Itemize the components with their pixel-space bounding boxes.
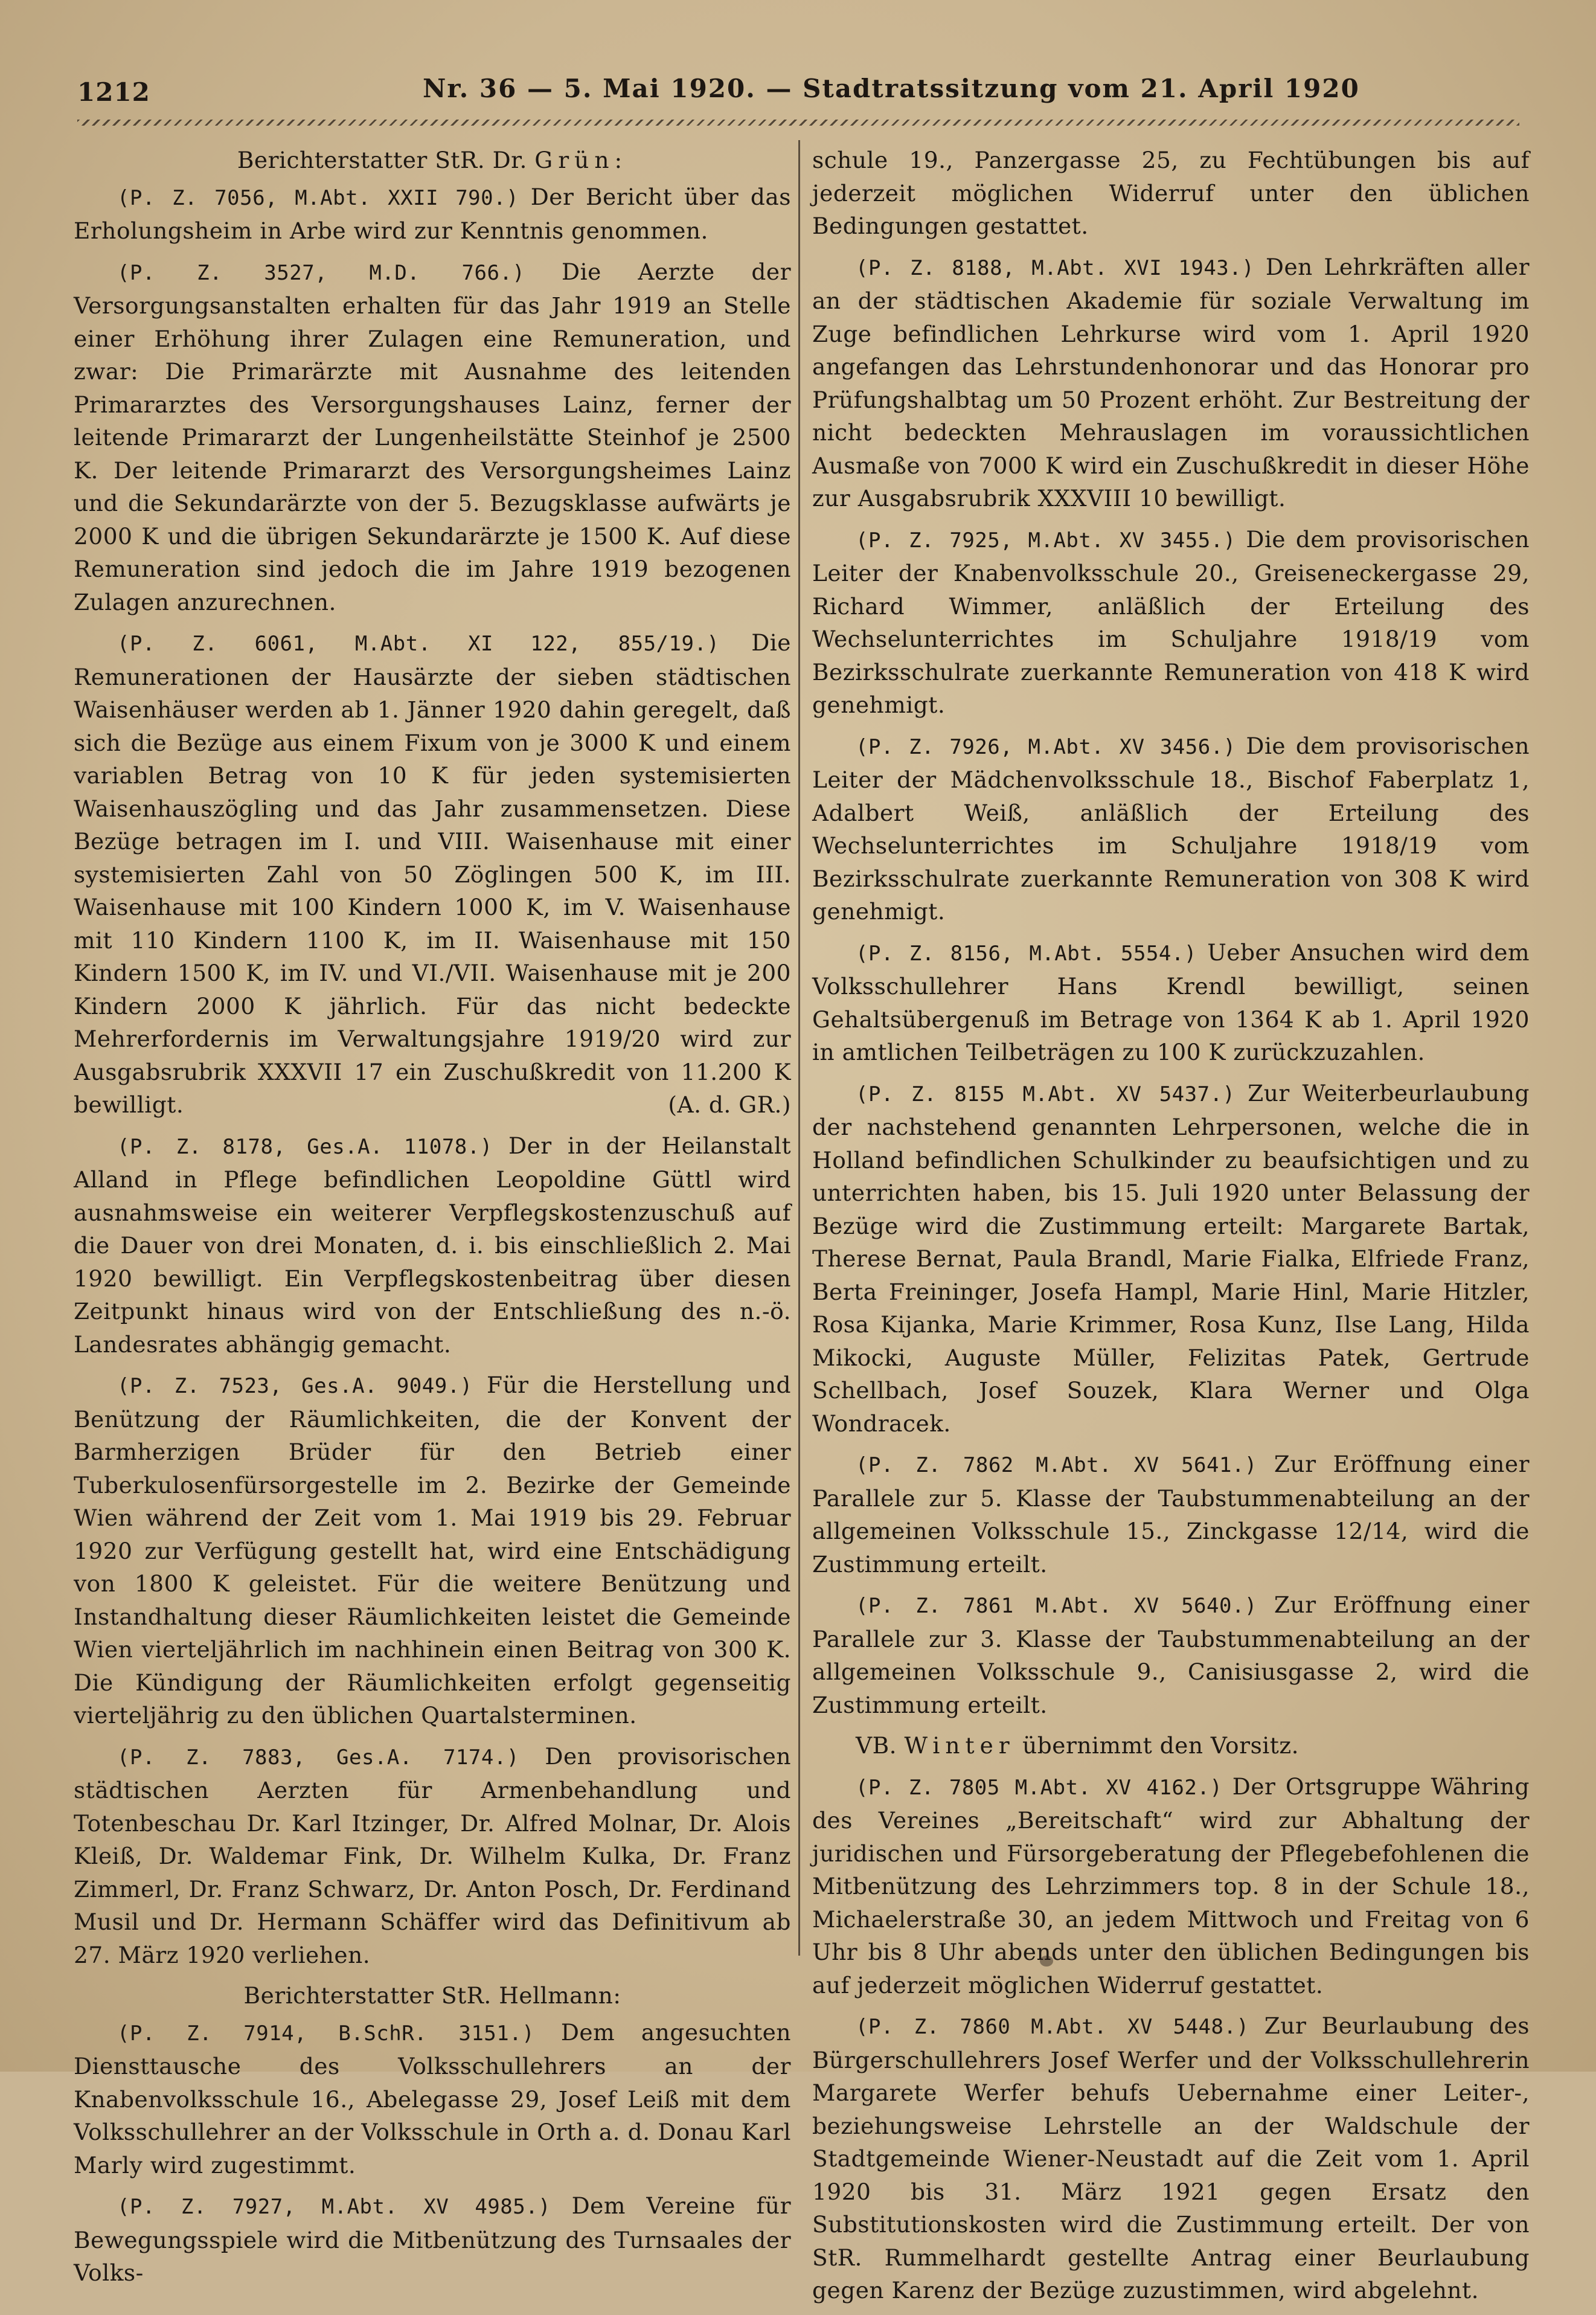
resolution-paragraph — [812, 936, 1530, 1069]
resolution-paragraph — [74, 2016, 791, 2182]
resolution-text: Den provisorischen städtischen Aerzten für Armenbehandlung und Totenbeschau Dr. Karl Itzinger, Dr. Alfred Molnar, Dr. Alois Kleiß, Dr. Waldemar Fink, Dr. Wilhelm Kulka, Dr. Franz Zimmerl, Dr. Franz Schwarz, Dr. Anton Posch, Dr. Ferdinand Musil und Dr. Hermann Schäffer wird das Definitivum ab 27. März 1920 verliehen. — [74, 1742, 792, 1968]
ink-smudge — [1040, 1956, 1053, 1967]
resolution-paragraph — [74, 2189, 791, 2290]
file-reference: (P. Z. 8155 M.Abt. XV 5437.) — [856, 1082, 1235, 1106]
resolution-paragraph — [74, 1740, 791, 1972]
resolution-paragraph — [812, 730, 1530, 928]
file-reference: (P. Z. 8188, M.Abt. XVI 1943.) — [856, 255, 1255, 280]
resolution-paragraph — [74, 1129, 791, 1361]
file-reference: (P. Z. 7862 M.Abt. XV 5641.) — [856, 1453, 1257, 1477]
file-reference: (P. Z. 7523, Ges.A. 9049.) — [117, 1374, 473, 1398]
file-reference: (P. Z. 6061, M.Abt. XI 122, 855/19.) — [117, 632, 720, 656]
resolution-paragraph — [812, 1588, 1530, 1721]
file-reference: (P. Z. 7883, Ges.A. 7174.) — [117, 1745, 519, 1770]
reporter-label: Berichterstatter StR. — [243, 1982, 492, 2009]
reporter-label: Berichterstatter StR. Dr. — [237, 147, 527, 173]
resolution-text: Der Bericht über das Erholungsheim in Arbe wird zur Kenntnis genommen. — [74, 183, 792, 244]
file-reference: (P. Z. 7861 M.Abt. XV 5640.) — [856, 1594, 1257, 1618]
file-reference: (P. Z. 8156, M.Abt. 5554.) — [856, 941, 1197, 966]
file-reference: (P. Z. 7056, M.Abt. XXII 790.) — [117, 185, 519, 210]
resolution-text: Zur Eröffnung einer Parallele zur 3. Klasse der Taubstummenabteilung an der allgemeinen Volksschule 9., Canisiusgasse 2, wird die Zustimmung erteilt. — [812, 1591, 1530, 1718]
page-number: 1212 — [77, 77, 150, 107]
resolution-paragraph — [74, 181, 791, 248]
file-reference: (P. Z. 8178, Ges.A. 11078.) — [117, 1134, 493, 1159]
resolution-paragraph — [74, 255, 791, 619]
running-header: Nr. 36 — 5. Mai 1920. — Stadtratssitzung vom 21. April 1920 — [423, 74, 1360, 103]
file-reference: (P. Z. 7914, B.SchR. 3151.) — [117, 2021, 535, 2046]
resolution-text: Die dem provisorischen Leiter der Mädchenvolksschule 18., Bischof Faberplatz 1, Adalbert Weiß, anläßlich der Erteilung des Wechselunterrichtes im Schuljahre 1918/19 vom Bezirksschulrate zuerkannte Remuneration von 308 K wird genehmigt. — [812, 732, 1530, 925]
resolution-text: Dem angesuchten Diensttausche des Volksschullehrers an der Knabenvolksschule 16., Abelegasse 29, Josef Leiß mit dem Volksschullehrer an der Volksschule in Orth a. d. Donau Karl Marly wird zugestimmt. — [74, 2018, 791, 2179]
committee-note: (A. d. GR.) — [668, 1091, 791, 1118]
resolution-text: Zur Weiterbeurlaubung der nachstehend genannten Lehrpersonen, welche die in Holland befindlichen Schulkinder zu beaufsichtigen und zu unterrichten haben, bis 15. Juli 1920 unter Belassung der Bezüge wird die Zustimmung erteilt: Margarete Bartak, Therese Bernat, Paula Brandl, Marie Fialka, Elfriede Franz, Berta Freininger, Josefa Hampl, Marie Hinl, Marie Hitzler, Rosa Kijanka, Marie Krimmer, Rosa Kunz, Ilse Lang, Hilda Mikocki, Auguste Müller, Felizitas Patek, Gertrude Schellbach, Josef Souzek, Klara Werner und Olga Wondracek. — [812, 1079, 1530, 1437]
reporter-heading — [74, 1979, 791, 2012]
resolution-text: Den Lehrkräften aller an der städtischen Akademie für soziale Verwaltung im Zuge befindlichen Lehrkurse wird vom 1. April 1920 angefangen das Lehrstundenhonorar und das Honorar pro Prüfungshalbtag um 50 Prozent erhöht. Zur Bestreitung der nicht bedeckten Mehrauslagen im voraussichtlichen Ausmaße von 7000 K wird ein Zuschußkredit in dieser Höhe zur Ausgabsrubrik XXXVIII 10 bewilligt. — [812, 253, 1530, 512]
file-reference: (P. Z. 7805 M.Abt. XV 4162.) — [856, 1775, 1223, 1800]
resolution-text: Die Remunerationen der Hausärzte der sieben städtischen Waisenhäuser werden ab 1. Jänner 1920 dahin geregelt, daß sich die Bezüge aus einem Fixum von je 3000 K und einem variablen Betrag von 10 K für jeden systemisierten Waisenhauszögling und das Jahr zusammensetzen. Diese Bezüge betragen im I. und VIII. Waisenhause mit einer systemisierten Zahl von 50 Zöglingen 500 K, im III. Waisenhause mit 100 Kindern 1000 K, im V. Waisenhause mit 110 Kindern 1100 K, im II. Waisenhause mit 150 Kindern 1500 K, im IV. und VI./VII. Waisenhause mit je 200 Kindern 2000 K jährlich. Für das nicht bedeckte Mehrerfordernis im Verwaltungsjahre 1919/20 wird zur Ausgabsrubrik XXXVII 17 ein Zuschußkredit von 11.200 K bewilligt. — [74, 629, 791, 1118]
resolution-paragraph — [812, 523, 1530, 722]
reporter-name: Hellmann: — [499, 1982, 621, 2009]
resolution-text: Zur Eröffnung einer Parallele zur 5. Klasse der Taubstummenabteilung an der allgemeinen Volksschule 15., Zinckgasse 12/14, wird die Zustimmung erteilt. — [812, 1451, 1530, 1578]
resolution-text: Die dem provisorischen Leiter der Knabenvolksschule 20., Greiseneckergasse 29, Richard Wimmer, anläßlich der Erteilung des Wechselunterrichtes im Schuljahre 1918/19 vom Bezirksschulrate zuerkannte Remuneration von 418 K wird genehmigt. — [812, 525, 1530, 718]
resolution-paragraph — [74, 1369, 791, 1732]
file-reference: (P. Z. 7925, M.Abt. XV 3455.) — [856, 528, 1236, 553]
chair-note — [812, 1729, 1530, 1762]
right-column — [812, 144, 1530, 2315]
chair-name: Winter — [904, 1732, 1015, 1759]
resolution-paragraph — [812, 1077, 1530, 1440]
resolution-text: Ueber Ansuchen wird dem Volksschullehrer Hans Krendl bewilligt, seinen Gehaltsübergenuß im Betrage von 1364 K ab 1. April 1920 in amtlichen Teilbeträgen zu 100 K zurückzuzahlen. — [812, 939, 1530, 1065]
resolution-text: Zur Beurlaubung des Bürgerschullehrers Josef Werfer und der Volksschullehrerin Margarete Werfer behufs Uebernahme einer Leiter-, beziehungsweise Lehrstelle an der Waldschule der Stadtgemeinde Wiener-Neustadt auf die Zeit vom 1. April 1920 bis 31. März 1921 gegen Ersatz den Substitutionskosten wird die Zustimmung erteilt. Der von StR. Rummelhardt gestellte Antrag einer Beurlaubung gegen Karenz der Bezüge zuzustimmen, wird abgelehnt. — [812, 2012, 1530, 2304]
resolution-paragraph — [812, 251, 1530, 515]
left-column — [74, 144, 791, 2297]
resolution-paragraph — [812, 1770, 1530, 2002]
column-divider — [798, 140, 800, 1956]
chair-text: übernimmt den Vorsitz. — [1022, 1732, 1300, 1759]
resolution-text: Dem Vereine für Bewegungsspiele wird die Mitbenützung des Turnsaales der Volks- — [74, 2192, 792, 2286]
file-reference: (P. Z. 7860 M.Abt. XV 5448.) — [856, 2015, 1249, 2039]
resolution-paragraph — [812, 2009, 1530, 2307]
reporter-heading — [74, 144, 791, 177]
resolution-text: Für die Herstellung und Benützung der Räumlichkeiten, die der Konvent der Barmherzigen Brüder für den Betrieb einer Tuberkulosenfürsorgestelle im 2. Bezirke der Gemeinde Wien während der Zeit vom 1. Mai 1919 bis 29. Februar 1920 zur Verfügung gestellt hat, wird eine Entschädigung von 1800 K geleistet. Für die weitere Benützung und Instandhaltung dieser Räumlichkeiten leistet die Gemeinde Wien vierteljährlich im nachhinein einen Beitrag von 300 K. Die Kündigung der Räumlichkeiten erfolgt gegenseitig vierteljährig zu den üblichen Quartalsterminen. — [74, 1372, 791, 1729]
chair-title: VB. — [856, 1732, 897, 1759]
header-rule — [77, 120, 1519, 126]
file-reference: (P. Z. 3527, M.D. 766.) — [117, 260, 525, 285]
resolution-paragraph — [812, 1448, 1530, 1581]
resolution-paragraph — [74, 626, 791, 1122]
resolution-text: Die Aerzte der Versorgungsanstalten erhalten für das Jahr 1919 an Stelle einer Erhöhung ihrer Zulagen eine Remuneration, und zwar: Die Primarärzte mit Ausnahme des leitenden Primararztes des Versorgungshauses Lainz, ferner der leitende Primararzt der Lungenheilstätte Steinhof je 2500 K. Der leitende Primararzt des Versorgungsheimes Lainz und die Sekundarärzte von der 5. Bezugsklasse aufwärts je 2000 K und die übrigen Sekundarärzte je 1500 K. Auf diese Remuneration sind jedoch die im Jahre 1919 bezogenen Zulagen anzurechnen. — [74, 258, 792, 615]
resolution-text: Der in der Heilanstalt Alland in Pflege befindlichen Leopoldine Güttl wird ausnahmsweise ein weiterer Verpflegskostenzuschuß auf die Dauer von drei Monaten, d. i. bis einschließlich 2. Mai 1920 bewilligt. Ein Verpflegskostenbeitrag über diesen Zeitpunkt hinaus wird von der Entschließung des n.-ö. Landesrates abhängig gemacht. — [74, 1132, 792, 1358]
file-reference: (P. Z. 7927, M.Abt. XV 4985.) — [117, 2195, 551, 2219]
resolution-text: Der Ortsgruppe Währing des Vereines „Bereitschaft“ wird zur Abhaltung der juridischen und Fürsorgeberatung der Pflegebefohlenen die Mitbenützung des Lehrzimmers top. 8 in der Schule 18., Michaelerstraße 30, an jedem Mittwoch und Freitag von 6 Uhr bis 8 Uhr abends unter den üblichen Bedingungen bis auf jederzeit möglichen Widerruf gestattet. — [812, 1773, 1530, 1999]
resolution-continuation: schule 19., Panzergasse 25, zu Fechtübungen bis auf jederzeit möglichen Widerruf unter den üblichen Bedingungen gestattet. — [812, 147, 1530, 239]
reporter-name: Grün: — [534, 147, 628, 173]
file-reference: (P. Z. 7926, M.Abt. XV 3456.) — [856, 734, 1236, 759]
